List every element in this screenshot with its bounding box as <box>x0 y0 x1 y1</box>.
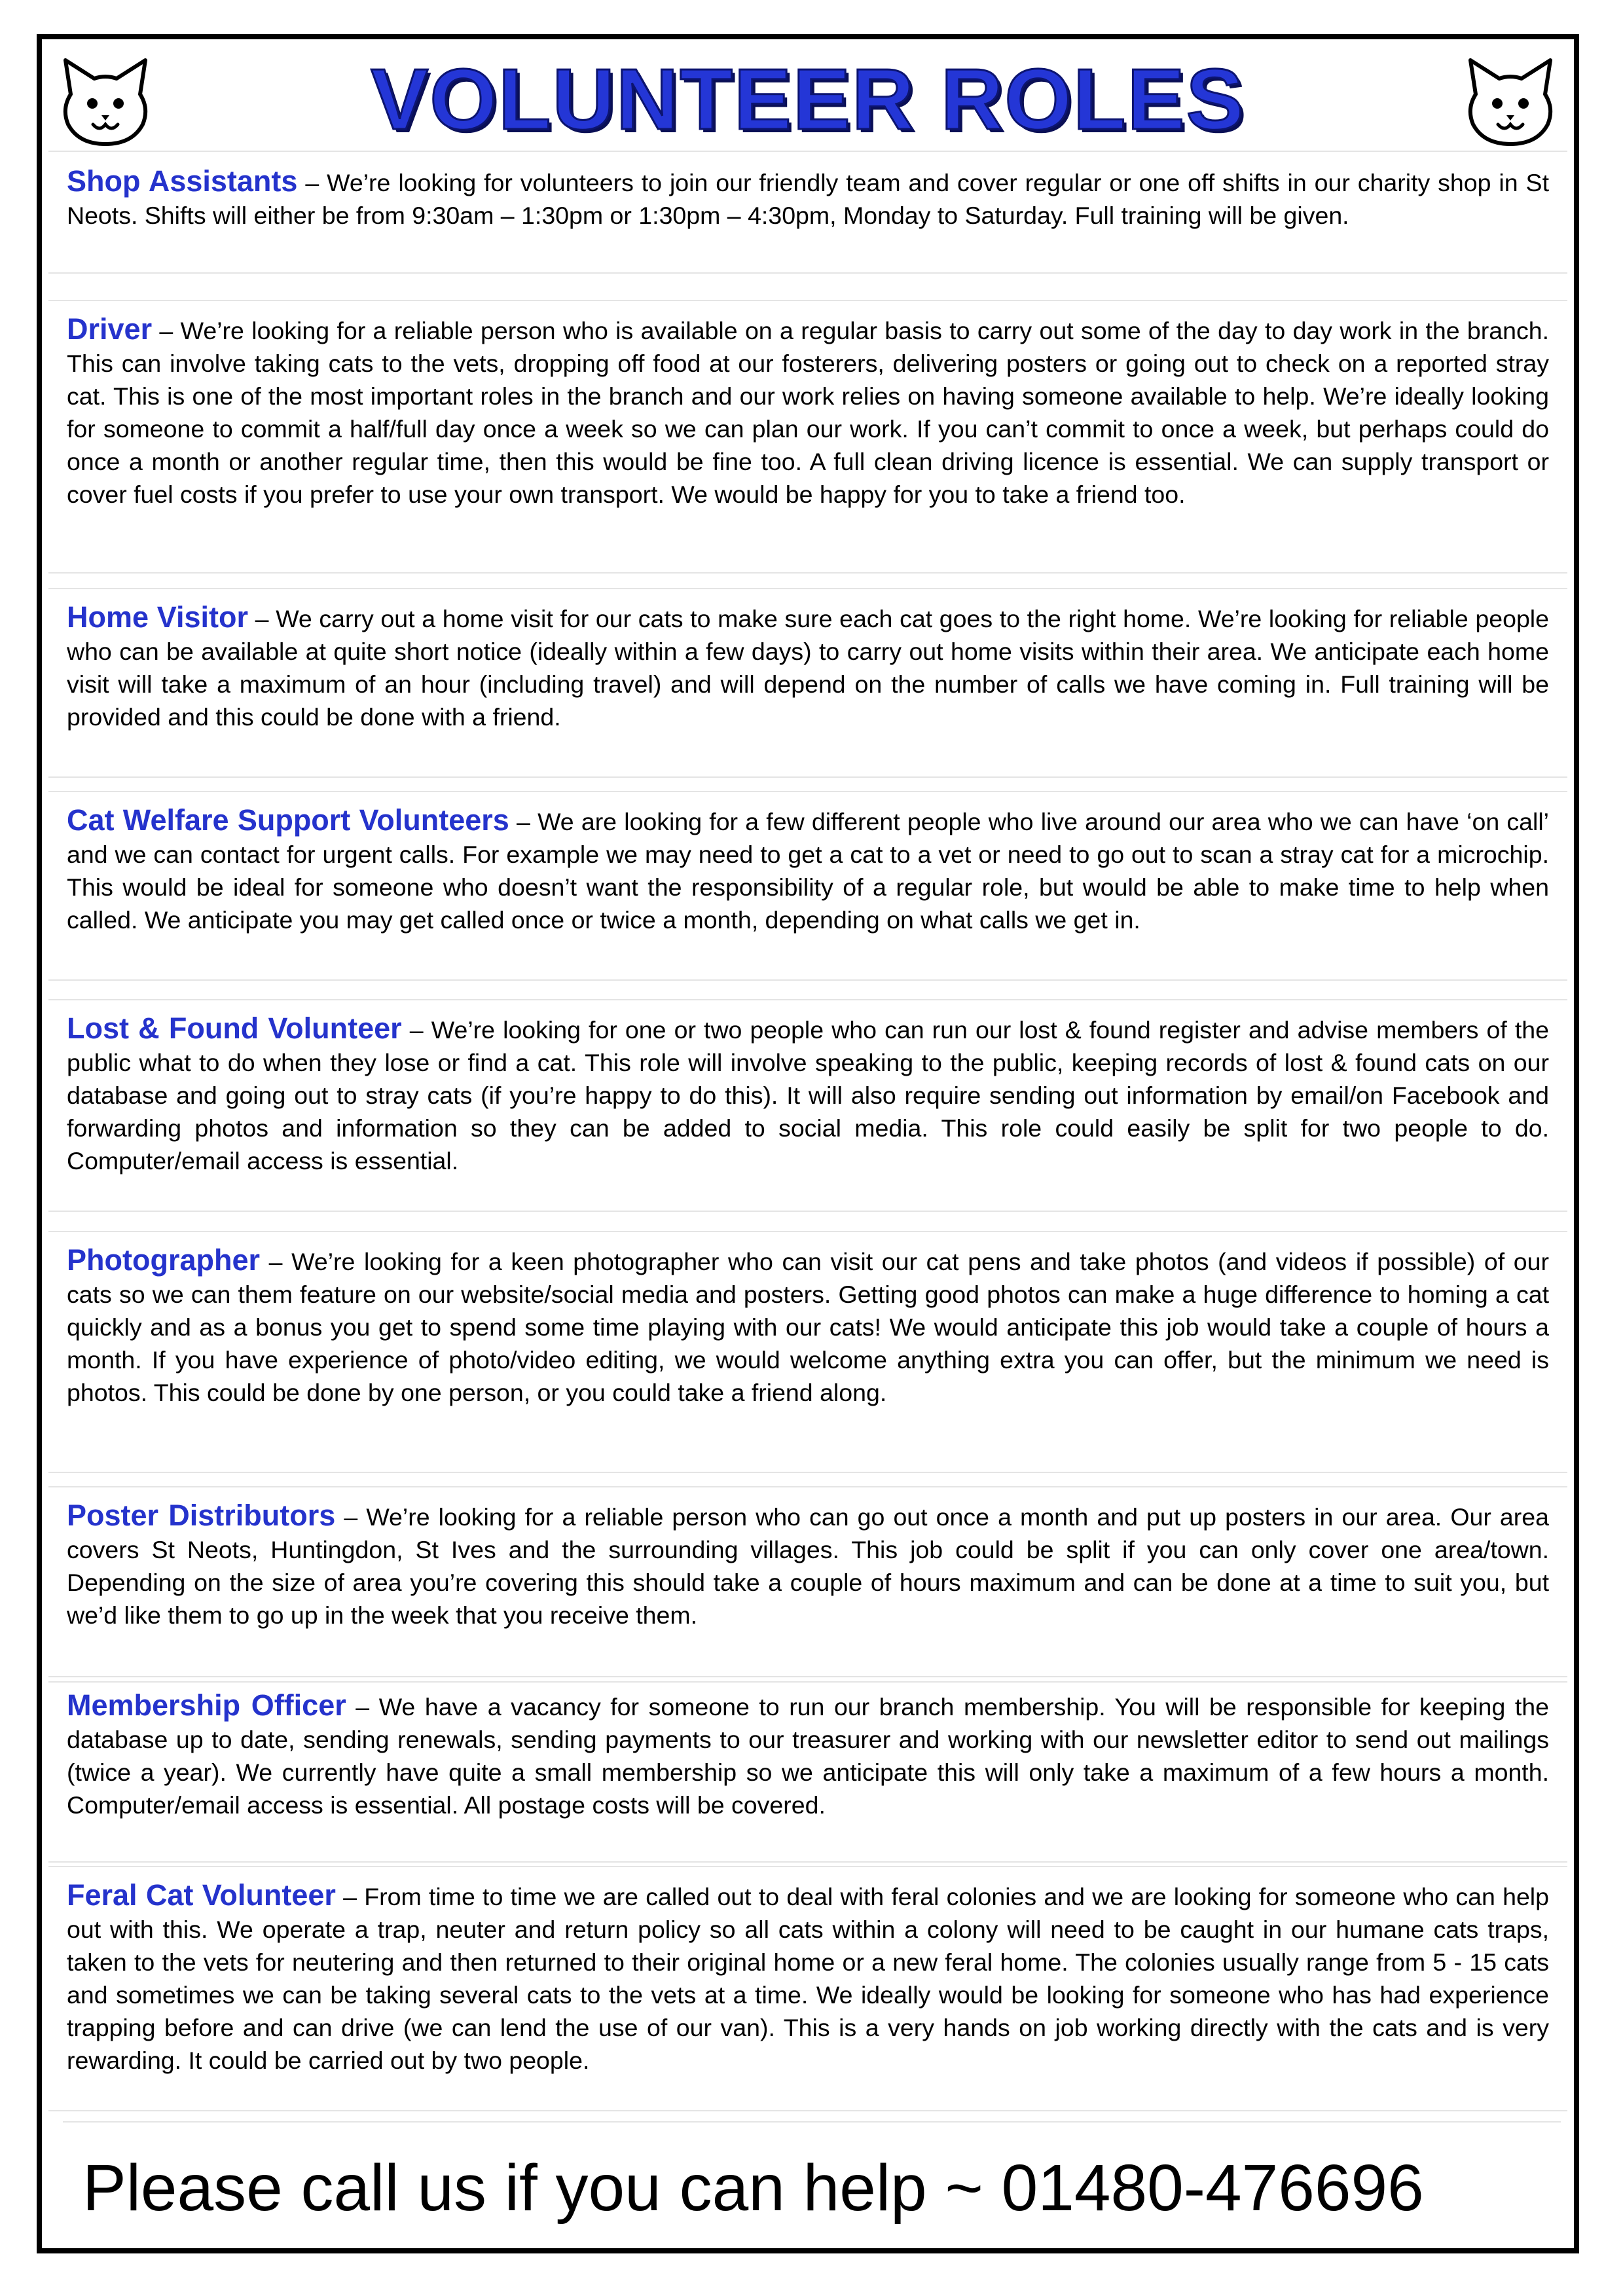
contact-footer <box>63 2121 1561 2247</box>
role-heading: Home Visitor <box>67 600 248 634</box>
role-heading: Cat Welfare Support Volunteers <box>67 803 509 837</box>
role-heading: Poster Distributors <box>67 1499 336 1532</box>
role-section-lost-and-found: Lost & Found Volunteer – We’re looking for one or two people who can run our lost & found register and advise members of the public what to do when they lose or find a cat. This role will involve speaking to the public, keeping records of lost & found cats on our database and going out to stray cats (if you’re happy to do this). It will also require sending out information by email/on Facebook and forwarding photos and information so they can be added to social media. This role could easily be split for two people to do. Computer/email access is essential. <box>48 999 1567 1212</box>
role-description: We’re looking for a keen photographer who can visit our cat pens and take photos (and videos if possible) of our cats so we can them feature on our website/social media and posters. Getting good photos can make a huge difference to homing a cat quickly and as a bonus you get to spend some time playing with our cats! We would anticipate this job would take a couple of hours a month. If you have experience of photo/video editing, we would welcome anything extra you can offer, but the minimum we need is photos. This could be done by one person, or you could take a friend along. <box>67 1248 1549 1406</box>
page-border <box>37 34 1579 2253</box>
role-heading: Feral Cat Volunteer <box>67 1878 336 1912</box>
role-description: We’re looking for a reliable person who can go out once a month and put up posters in our area. Our area covers St Neots, Huntingdon, St Ives and the surrounding villages. This job could be split if you can only cover one area/town. Depending on the size of area you’re covering this should take a couple of hours maximum and can be done at a time to suit you, but we’d like them to go up in the week that you receive them. <box>67 1503 1549 1629</box>
role-section-shop-assistants: Shop Assistants – We’re looking for volunteers to join our friendly team and cover regular or one off shifts in our charity shop in St Neots. Shifts will either be from 9:30am – 1:30pm or 1:30pm – 4:30pm, Monday to Saturday. Full training will be given. <box>48 151 1567 274</box>
role-section-cat-welfare-support: Cat Welfare Support Volunteers – We are looking for a few different people who live around our area who we can have ‘on call’ and we can contact for urgent calls. For example we may need to get a cat to a vet or need to go out to scan a stray cat for a microchip. This would be ideal for someone who doesn’t want the responsibility of a regular role, but would be able to make time to help when called. We anticipate you may get called once or twice a month, depending on what calls we get in. <box>48 791 1567 981</box>
role-section-membership-officer: Membership Officer – We have a vacancy for someone to run our branch membership. You will be responsible for keeping the database up to date, sending renewals, sending payments to our treasurer and working with our newsletter editor to send out mailings (twice a year). We currently have quite a small membership so we anticipate this will only take a maximum of a few hours a month. Computer/email access is essential. All postage costs will be covered. <box>48 1676 1567 1863</box>
role-heading: Lost & Found Volunteer <box>67 1011 402 1045</box>
cat-face-icon <box>1461 56 1559 148</box>
role-section-driver: Driver – We’re looking for a reliable person who is available on a regular basis to carry out some of the day to day work in the branch. This can involve taking cats to the vets, dropping off food at our fosterers, delivering posters or going out to check on a reported stray cat. This is one of the most important roles in the branch and our work relies on having someone available to help. We’re ideally looking for someone to commit a half/full day once a week so we can plan our work. If you can’t commit to once a week, but perhaps could do once a month or another regular time, then this would be fine too. A full clean driving licence is essential. We can supply transport or cover fuel costs if you prefer to use your own transport. We would be happy for you to take a friend too. <box>48 300 1567 574</box>
role-description: We have a vacancy for someone to run our branch membership. You will be responsible for keeping the database up to date, sending renewals, sending payments to our treasurer and working with our newsletter editor to send out mailings (twice a year). We currently have quite a small membership so we anticipate this will only take a maximum of a few hours a month. Computer/email access is essential. All postage costs will be covered. <box>67 1693 1549 1819</box>
role-heading: Driver <box>67 312 153 346</box>
role-description: We’re looking for volunteers to join our friendly team and cover regular or one off shifts in our charity shop in St Neots. Shifts will either be from 9:30am – 1:30pm or 1:30pm – 4:30pm, Monday to Saturday. Full training will be given. <box>67 169 1549 229</box>
role-heading: Shop Assistants <box>67 164 298 198</box>
role-heading: Membership Officer <box>67 1688 346 1722</box>
role-description: We carry out a home visit for our cats to make sure each cat goes to the right home. We’re looking for reliable people who can be available at quite short notice (ideally within a few days) to carry out home visits within their area. We anticipate each home visit will take a maximum of an hour (including travel) and will depend on the number of calls we have coming in. Full training will be provided and this could be done with a friend. <box>67 605 1549 731</box>
role-section-home-visitor: Home Visitor – We carry out a home visit for our cats to make sure each cat goes to the right home. We’re looking for reliable people who can be available at quite short notice (ideally within a few days) to carry out home visits within their area. We anticipate each home visit will take a maximum of an hour (including travel) and will depend on the number of calls we have coming in. Full training will be provided and this could be done with a friend. <box>48 588 1567 778</box>
role-description: We’re looking for one or two people who can run our lost & found register and advise members of the public what to do when they lose or find a cat. This role will involve speaking to the public, keeping records of lost & found cats on our database and going out to stray cats (if you’re happy to do this). It will also require sending out information by email/on Facebook and forwarding photos and information so they can be added to social media. This role could easily be split for two people to do. Computer/email access is essential. <box>67 1016 1550 1175</box>
role-description: We are looking for a few different people who live around our area who we can have ‘on call’ and we can contact for urgent calls. For example we may need to get a cat to a vet or need to go out to scan a stray cat for a microchip. This would be ideal for someone who doesn’t want the responsibility of a regular role, but would be able to make time to help when called. We anticipate you may get called once or twice a month, depending on what calls we get in. <box>67 808 1549 934</box>
page-title: VOLUNTEER ROLES <box>371 51 1245 147</box>
role-heading: Photographer <box>67 1243 261 1277</box>
header <box>42 39 1574 151</box>
role-section-poster-distributors: Poster Distributors – We’re looking for a reliable person who can go out once a month and put up posters in our area. Our area covers St Neots, Huntingdon, St Ives and the surrounding villages. This job could be split if you can only cover one area/town. Depending on the size of area you’re covering this should take a couple of hours maximum and can be done at a time to suit you, but we’d like them to go up in the week that you receive them. <box>48 1486 1567 1683</box>
role-section-photographer: Photographer – We’re looking for a keen photographer who can visit our cat pens and take photos (and videos if possible) of our cats so we can them feature on our website/social media and posters. Getting good photos can make a huge difference to homing a cat quickly and as a bonus you get to spend some time playing with our cats! We would anticipate this job would take a couple of hours a month. If you have experience of photo/video editing, we would welcome anything extra you can offer, but the minimum we need is photos. This could be done by one person, or you could take a friend along. <box>48 1231 1567 1473</box>
role-description: From time to time we are called out to deal with feral colonies and we are looking for someone who can help out with this. We operate a trap, neuter and return policy so all cats within a colony will need to be caught in our humane cats traps, taken to the vets for neutering and then returned to their original home or a new feral home. The colonies usually range from 5 - 15 cats and sometimes we can be taking several cats to the vets at a time. We ideally would be looking for someone who has had experience trapping before and can drive (we can lend the use of our van). This is a very hands on job working directly with the cats and is very rewarding. It could be carried out by two people. <box>67 1883 1549 2074</box>
role-section-feral-cat: Feral Cat Volunteer – From time to time we are called out to deal with feral colonies and we are looking for someone who can help out with this. We operate a trap, neuter and return policy so all cats within a colony will need to be caught in our humane cats traps, taken to the vets for neutering and then returned to their original home or a new feral home. The colonies usually range from 5 - 15 cats and sometimes we can be taking several cats to the vets at a time. We ideally would be looking for someone who has had experience trapping before and can drive (we can lend the use of our van). This is a very hands on job working directly with the cats and is very rewarding. It could be carried out by two people. <box>48 1866 1567 2111</box>
role-description: We’re looking for a reliable person who is available on a regular basis to carry out some of the day to day work in the branch. This can involve taking cats to the vets, dropping off food at our fosterers, delivering posters or going out to check on a reported stray cat. This is one of the most important roles in the branch and our work relies on having someone available to help. We’re ideally looking for someone to commit a half/full day once a week so we can plan our work. If you can’t commit to once a week, but perhaps could do once a month or another regular time, then this would be fine too. A full clean driving licence is essential. We can supply transport or cover fuel costs if you prefer to use your own transport. We would be happy for you to take a friend too. <box>67 317 1549 508</box>
contact-phone-line: Please call us if you can help ~ 01480-476696 <box>82 2151 1424 2225</box>
